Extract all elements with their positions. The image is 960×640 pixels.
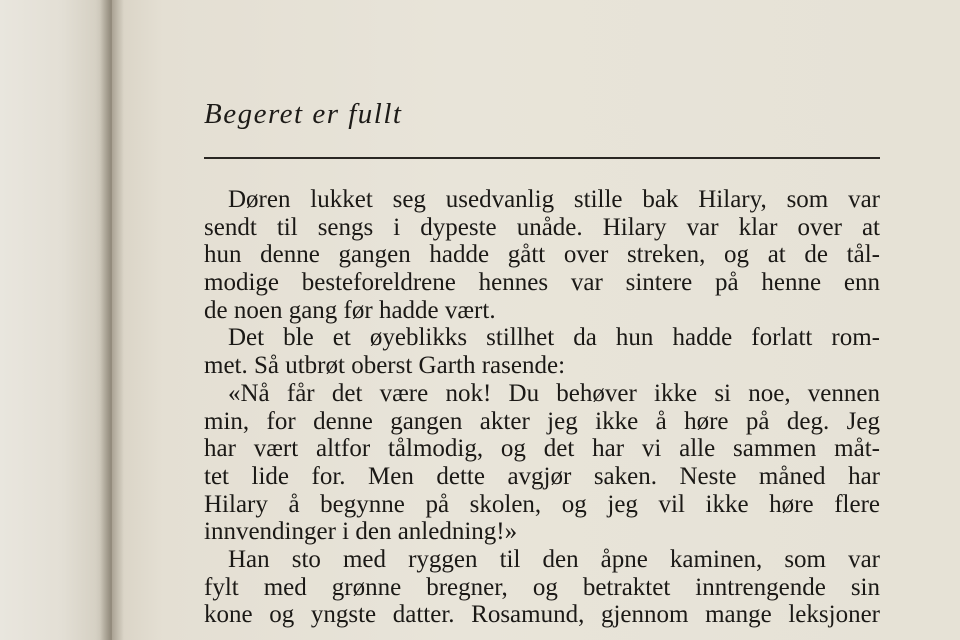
text-line: met. Så utbrøt oberst Garth rasende:	[204, 352, 566, 380]
text-line: Det ble et øyeblikks stillhet da hun hadde forlatt rom-	[228, 324, 880, 352]
left-page	[0, 0, 112, 640]
chapter-title: Begeret er fullt	[204, 98, 403, 130]
body-text	[204, 186, 880, 629]
text-line: sendt til sengs i dypeste unåde. Hilary var klar over at	[204, 213, 880, 241]
text-line: Han sto med ryggen til den åpne kaminen, som var	[228, 545, 880, 573]
text-line: Hilary å begynne på skolen, og jeg vil ikke høre flere	[204, 490, 880, 518]
text-line: innvendinger i den anledning!»	[204, 518, 518, 546]
text-line: kone og yngste datter. Rosamund, gjennom mange leksjoner	[204, 601, 880, 629]
right-page	[112, 0, 960, 640]
title-rule	[204, 157, 880, 159]
text-line: fylt med grønne bregner, og betraktet inntrengende sin	[204, 573, 880, 601]
text-line: modige besteforeldrene hennes var sintere på henne enn	[204, 269, 880, 297]
text-line: hun denne gangen hadde gått over streken, og at de tål-	[204, 241, 880, 269]
text-line: min, for denne gangen akter jeg ikke å høre på deg. Jeg	[204, 407, 880, 435]
text-line: de noen gang før hadde vært.	[204, 296, 496, 324]
text-line: Døren lukket seg usedvanlig stille bak Hilary, som var	[228, 186, 880, 213]
text-line: «Nå får det være nok! Du behøver ikke si noe, vennen	[228, 379, 880, 407]
text-line: tet lide for. Men dette avgjør saken. Neste måned har	[204, 462, 880, 490]
text-line: har vært altfor tålmodig, og det har vi alle sammen måt-	[204, 435, 880, 463]
book-gutter	[100, 0, 124, 640]
